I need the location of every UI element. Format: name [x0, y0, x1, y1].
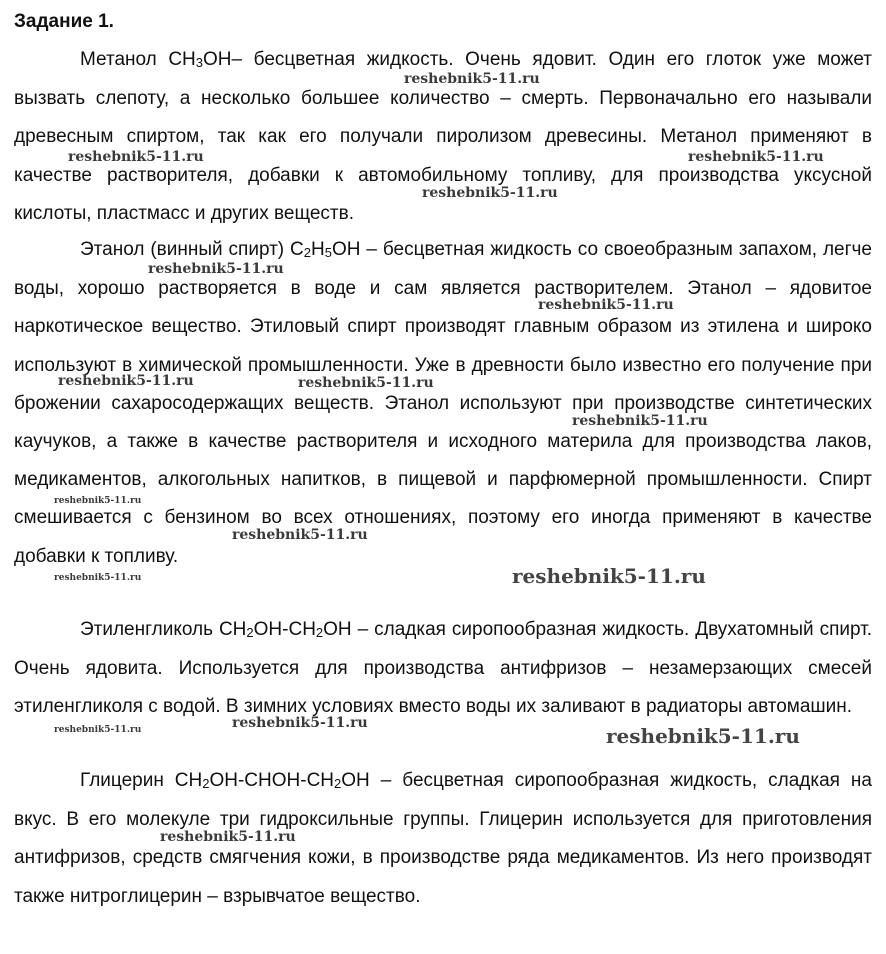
task-title: Задание 1.: [14, 11, 114, 32]
text-run: OH– бесцветная жидкость. Очень ядовит. Один его глоток уже может вызвать слепоту, а несколько большее количество – смерть. Первоначально его называли древесным спиртом, так как его получали пиролизом древесины. Метанол применяют в качестве растворителя, добавки к автомобильному топливу, для производства уксусной кислоты, пластмасс и других веществ.: [14, 49, 873, 224]
watermark: reshebnik5-11.ru: [298, 375, 434, 391]
watermark: reshebnik5-11.ru: [54, 573, 142, 583]
watermark: reshebnik5-11.ru: [232, 527, 368, 543]
watermark: reshebnik5-11.ru: [572, 413, 708, 429]
subscript: 2: [246, 625, 254, 640]
watermark: reshebnik5-11.ru: [148, 261, 284, 277]
paragraph-methanol: [14, 41, 872, 233]
paragraph-ethylene-glycol: [14, 611, 872, 727]
watermark: reshebnik5-11.ru: [54, 725, 142, 735]
paragraph-glycerin: [14, 762, 872, 916]
subscript: 2: [334, 776, 342, 791]
text-run: OH – бесцветная жидкость со своеобразным запахом, легче воды, хорошо растворяется в воде и сам является растворителем. Этанол – ядовитое наркотическое вещество. Этиловый спирт производят главным образом из этилена и широко используют в химической промышленности. Уже в древности было известно его получение при брожении сахаросодержащих веществ. Этанол используют при производстве синтетических каучуков, а также в качестве растворителя и исходного материла для производства лаков, медикаментов, алкогольных напитков, в пищевой и парфюмерной промышленности. Спирт смешивается с бензином во всех отношениях, поэтому его иногда применяют в качестве добавки к топливу.: [14, 239, 872, 567]
paragraph-ethanol: [14, 231, 872, 576]
watermark: reshebnik5-11.ru: [538, 297, 674, 313]
watermark: reshebnik5-11.ru: [58, 373, 194, 389]
watermark: reshebnik5-11.ru: [422, 185, 558, 201]
watermark: reshebnik5-11.ru: [68, 149, 204, 165]
watermark: reshebnik5-11.ru: [232, 715, 368, 731]
text-run: Этанол (винный спирт) C: [80, 239, 304, 260]
subscript: 2: [303, 245, 312, 260]
text-run: Глицерин CH: [80, 770, 203, 791]
watermark: reshebnik5-11.ru: [160, 829, 296, 845]
watermark: reshebnik5-11.ru: [606, 724, 800, 748]
text-run: Метанол CH: [80, 49, 196, 70]
text-run: OH-CHOH-CH: [209, 770, 335, 791]
subscript: 5: [324, 245, 332, 260]
watermark: reshebnik5-11.ru: [54, 496, 142, 506]
text-run: H: [311, 239, 325, 260]
text-run: Этиленгликоль CH: [80, 619, 247, 640]
subscript: 2: [315, 625, 324, 640]
text-run: OH – сладкая сиропообразная жидкость. Двухатомный спирт. Очень ядовита. Используется для производства антифризов – незамерзающих смесей этиленгликоля с водой. В зимних условиях вместо воды их заливают в радиаторы автомашин.: [14, 619, 873, 718]
subscript: 2: [202, 776, 210, 791]
watermark: reshebnik5-11.ru: [512, 564, 706, 588]
subscript: 3: [195, 55, 204, 70]
watermark: reshebnik5-11.ru: [404, 71, 540, 87]
text-run: OH-CH: [253, 619, 316, 640]
text-run: OH – бесцветная сиропообразная жидкость, сладкая на вкус. В его молекуле три гидроксильные группы. Глицерин используется для приготовления антифризов, средств смягчения кожи, в производстве ряда медикаментов. Из него производят также нитроглицерин – взрывчатое вещество.: [14, 770, 872, 907]
watermark: reshebnik5-11.ru: [688, 149, 824, 165]
